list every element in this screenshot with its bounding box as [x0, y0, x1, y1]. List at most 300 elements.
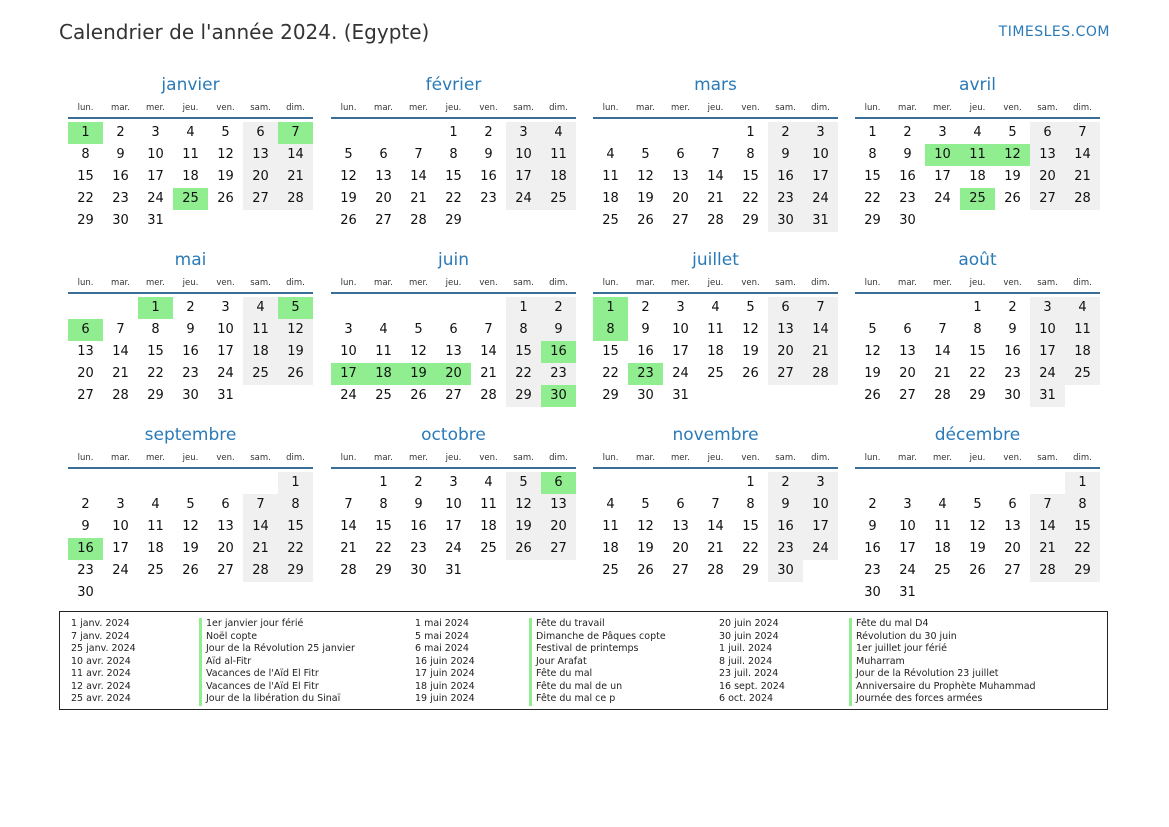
day-cell: 29 [278, 560, 313, 582]
day-cell: 26 [217, 191, 234, 206]
weekday-label: dim. [811, 278, 830, 288]
day-cell: 29 [1065, 560, 1100, 582]
holiday-day: 1 [68, 122, 103, 144]
day-cell: 11 [707, 322, 724, 337]
day-cell: 3 [938, 125, 947, 140]
holiday-day: 25 [173, 188, 208, 210]
empty-cell [628, 472, 663, 494]
day-cell: 17 [112, 541, 129, 556]
month-name: avril [959, 75, 996, 95]
legend-holiday-name: Anniversaire du Prophète Muhammad [849, 681, 1036, 694]
month-9 [68, 424, 313, 604]
legend-holiday-name: Fête du mal ce p [529, 693, 666, 706]
day-cell: 24 [1030, 363, 1065, 385]
day-cell: 13 [768, 319, 803, 341]
day-cell: 11 [243, 319, 278, 341]
day-cell: 20 [768, 341, 803, 363]
weekday-label: mer. [146, 278, 165, 288]
day-cell: 16 [112, 169, 129, 184]
weekday-label: ven. [741, 278, 760, 288]
weekday-header [68, 277, 313, 294]
day-cell: 25 [243, 363, 278, 385]
empty-cell [68, 472, 103, 494]
day-cell: 3 [344, 322, 353, 337]
empty-cell [663, 122, 698, 144]
legend-holiday-name: Fête du mal [529, 668, 666, 681]
day-cell: 8 [278, 494, 313, 516]
day-cell: 22 [506, 363, 541, 385]
day-cell: 24 [506, 188, 541, 210]
day-cell: 1 [449, 125, 458, 140]
day-cell: 16 [864, 541, 881, 556]
day-cell: 18 [541, 166, 576, 188]
day-cell: 1 [278, 472, 313, 494]
day-cell: 9 [903, 147, 912, 162]
weekday-label: jeu. [445, 453, 462, 463]
weekday-label: ven. [741, 453, 760, 463]
legend-date: 8 juil. 2024 [719, 655, 773, 667]
empty-cell [366, 297, 401, 319]
legend-holiday-name: 1er juillet jour férié [849, 643, 1036, 656]
legend-holiday-name: Dimanche de Pâques copte [529, 631, 666, 644]
day-cell: 4 [711, 300, 720, 315]
legend-holiday-name: Fête du mal D4 [849, 618, 1036, 631]
legend-names-3 [849, 618, 1036, 706]
day-cell: 2 [768, 472, 803, 494]
day-cell: 29 [742, 213, 759, 228]
day-cell: 25 [602, 563, 619, 578]
day-cell: 4 [243, 297, 278, 319]
day-cell: 1 [868, 125, 877, 140]
empty-cell [698, 472, 733, 494]
day-cell: 29 [375, 563, 392, 578]
day-cell: 20 [1004, 541, 1021, 556]
legend-dates-2 [415, 618, 475, 706]
day-cell: 15 [77, 169, 94, 184]
day-cell: 30 [182, 388, 199, 403]
weekday-label: mar. [111, 278, 130, 288]
weekday-label: sam. [250, 453, 271, 463]
weekday-label: dim. [549, 103, 568, 113]
weekday-header [331, 102, 576, 119]
legend-date: 25 avr. 2024 [71, 693, 131, 704]
day-cell: 26 [278, 363, 313, 385]
weekday-label: mar. [374, 453, 393, 463]
weekday-label: dim. [811, 453, 830, 463]
month-2 [331, 74, 576, 232]
day-cell: 14 [803, 319, 838, 341]
weekday-label: jeu. [707, 278, 724, 288]
day-cell: 26 [182, 563, 199, 578]
legend-date: 16 juin 2024 [415, 655, 475, 667]
legend-date: 16 sept. 2024 [719, 680, 785, 692]
day-cell: 3 [1030, 297, 1065, 319]
month-name: juin [438, 250, 469, 270]
day-cell: 11 [934, 519, 951, 534]
day-cell: 15 [969, 344, 986, 359]
day-cell: 15 [602, 344, 619, 359]
day-cell: 7 [414, 147, 423, 162]
day-cell: 28 [410, 213, 427, 228]
day-cell: 21 [707, 541, 724, 556]
day-cell: 25 [602, 213, 619, 228]
day-grid [331, 297, 576, 407]
day-cell: 14 [1030, 516, 1065, 538]
day-cell: 28 [803, 363, 838, 385]
day-cell: 20 [375, 191, 392, 206]
day-cell: 9 [641, 322, 650, 337]
weekday-label: dim. [286, 278, 305, 288]
weekday-label: mer. [671, 278, 690, 288]
day-cell: 24 [803, 188, 838, 210]
day-cell: 5 [221, 125, 230, 140]
day-cell: 25 [934, 563, 951, 578]
day-cell: 4 [484, 475, 493, 490]
day-cell: 30 [112, 213, 129, 228]
weekday-label: jeu. [445, 103, 462, 113]
legend-names-2 [529, 618, 666, 706]
day-cell: 22 [1065, 538, 1100, 560]
brand-link[interactable]: TIMESLES.COM [998, 24, 1110, 40]
day-cell: 18 [602, 191, 619, 206]
weekday-label: mar. [374, 278, 393, 288]
day-cell: 22 [864, 191, 881, 206]
legend-date: 5 mai 2024 [415, 630, 469, 642]
legend-holiday-name: Révolution du 30 juin [849, 631, 1036, 644]
weekday-label: dim. [549, 453, 568, 463]
day-cell: 24 [899, 563, 916, 578]
day-cell: 29 [742, 563, 759, 578]
weekday-label: dim. [549, 278, 568, 288]
day-cell: 29 [602, 388, 619, 403]
day-cell: 14 [480, 344, 497, 359]
day-cell: 13 [77, 344, 94, 359]
day-cell: 10 [1030, 319, 1065, 341]
day-grid [593, 297, 838, 407]
day-cell: 1 [506, 297, 541, 319]
month-name: octobre [421, 425, 486, 445]
weekday-label: ven. [216, 278, 235, 288]
day-cell: 8 [746, 497, 755, 512]
weekday-label: lun. [602, 453, 619, 463]
day-cell: 14 [1065, 144, 1100, 166]
weekday-label: ven. [479, 278, 498, 288]
empty-cell [103, 297, 138, 319]
day-cell: 11 [602, 519, 619, 534]
day-cell: 21 [480, 366, 497, 381]
day-cell: 13 [1030, 144, 1065, 166]
day-cell: 27 [77, 388, 94, 403]
day-cell: 3 [116, 497, 125, 512]
legend-holiday-name: Vacances de l'Aïd El Fitr [199, 681, 355, 694]
day-cell: 1 [746, 475, 755, 490]
day-cell: 25 [480, 541, 497, 556]
legend-holiday-name: Noël copte [199, 631, 355, 644]
weekday-label: sam. [775, 453, 796, 463]
weekday-label: ven. [479, 453, 498, 463]
day-cell: 27 [541, 538, 576, 560]
weekday-header [855, 102, 1100, 119]
day-cell: 22 [602, 366, 619, 381]
empty-cell [698, 122, 733, 144]
day-cell: 12 [182, 519, 199, 534]
day-cell: 9 [1008, 322, 1017, 337]
empty-cell [593, 472, 628, 494]
month-name: décembre [934, 425, 1021, 445]
day-cell: 7 [938, 322, 947, 337]
day-cell: 19 [969, 541, 986, 556]
legend-holiday-name: Vacances de l'Aïd El Fitr [199, 668, 355, 681]
day-cell: 17 [899, 541, 916, 556]
legend-date: 10 avr. 2024 [71, 655, 131, 667]
day-grid [68, 297, 313, 407]
month-name: janvier [161, 75, 220, 95]
day-cell: 2 [186, 300, 195, 315]
weekday-label: jeu. [707, 453, 724, 463]
day-cell: 14 [707, 169, 724, 184]
day-cell: 17 [1030, 341, 1065, 363]
day-cell: 26 [969, 563, 986, 578]
day-cell: 29 [445, 213, 462, 228]
weekday-label: lun. [77, 278, 94, 288]
day-cell: 10 [217, 322, 234, 337]
day-cell: 19 [506, 516, 541, 538]
holiday-day: 1 [138, 297, 173, 319]
day-cell: 8 [973, 322, 982, 337]
day-cell: 15 [445, 169, 462, 184]
weekday-label: mer. [671, 103, 690, 113]
weekday-label: mer. [409, 278, 428, 288]
legend-date: 1 janv. 2024 [71, 618, 130, 629]
day-cell: 12 [340, 169, 357, 184]
day-cell: 7 [116, 322, 125, 337]
day-cell: 6 [449, 322, 458, 337]
day-cell: 27 [672, 563, 689, 578]
day-cell: 26 [410, 388, 427, 403]
weekday-header [593, 277, 838, 294]
day-cell: 4 [379, 322, 388, 337]
day-cell: 6 [676, 497, 685, 512]
day-cell: 3 [803, 472, 838, 494]
day-cell: 2 [484, 125, 493, 140]
day-cell: 7 [484, 322, 493, 337]
day-cell: 13 [899, 344, 916, 359]
day-cell: 17 [672, 344, 689, 359]
day-cell: 13 [445, 344, 462, 359]
day-cell: 22 [742, 541, 759, 556]
day-cell: 28 [1065, 188, 1100, 210]
day-cell: 10 [147, 147, 164, 162]
day-cell: 11 [182, 147, 199, 162]
weekday-label: lun. [602, 278, 619, 288]
legend-holiday-name: Aïd al-Fitr [199, 656, 355, 669]
day-cell: 22 [147, 366, 164, 381]
month-1 [68, 74, 313, 232]
weekday-label: sam. [513, 453, 534, 463]
day-cell: 14 [243, 516, 278, 538]
day-cell: 15 [742, 519, 759, 534]
day-cell: 4 [606, 497, 615, 512]
day-cell: 6 [221, 497, 230, 512]
weekday-label: lun. [77, 103, 94, 113]
day-cell: 17 [803, 516, 838, 538]
day-cell: 21 [243, 538, 278, 560]
day-cell: 3 [903, 497, 912, 512]
day-cell: 15 [147, 344, 164, 359]
legend-dates-3 [719, 618, 785, 706]
day-cell: 9 [414, 497, 423, 512]
day-cell: 26 [340, 213, 357, 228]
day-cell: 18 [602, 541, 619, 556]
day-cell: 11 [375, 344, 392, 359]
day-cell: 27 [1030, 188, 1065, 210]
empty-cell [173, 472, 208, 494]
day-cell: 30 [1004, 388, 1021, 403]
day-cell: 24 [672, 366, 689, 381]
day-cell: 23 [768, 188, 803, 210]
day-cell: 12 [969, 519, 986, 534]
empty-cell [925, 472, 960, 494]
day-cell: 31 [672, 388, 689, 403]
day-cell: 3 [221, 300, 230, 315]
day-cell: 12 [637, 519, 654, 534]
weekday-label: lun. [602, 103, 619, 113]
day-cell: 11 [147, 519, 164, 534]
day-cell: 26 [864, 388, 881, 403]
day-cell: 14 [707, 519, 724, 534]
weekday-label: mar. [636, 278, 655, 288]
day-cell: 20 [672, 541, 689, 556]
weekday-label: dim. [286, 103, 305, 113]
day-cell: 8 [151, 322, 160, 337]
day-cell: 23 [899, 191, 916, 206]
day-cell: 21 [1065, 166, 1100, 188]
day-cell: 26 [506, 538, 541, 560]
legend-date: 17 juin 2024 [415, 668, 475, 679]
day-grid [331, 472, 576, 582]
day-cell: 10 [340, 344, 357, 359]
legend-holiday-name: Jour de la Révolution 25 janvier [199, 643, 355, 656]
day-cell: 27 [899, 388, 916, 403]
empty-cell [890, 472, 925, 494]
day-cell: 4 [541, 122, 576, 144]
holiday-day: 17 [331, 363, 366, 385]
day-cell: 18 [969, 169, 986, 184]
day-cell: 4 [606, 147, 615, 162]
weekday-label: lun. [864, 453, 881, 463]
day-cell: 30 [768, 560, 803, 582]
empty-cell [855, 297, 890, 319]
weekday-label: ven. [741, 103, 760, 113]
legend-date: 1 juil. 2024 [719, 643, 773, 654]
weekday-label: jeu. [969, 453, 986, 463]
day-cell: 8 [1065, 494, 1100, 516]
month-name: août [958, 250, 997, 270]
day-grid [855, 297, 1100, 407]
holiday-day: 8 [593, 319, 628, 341]
weekday-header [593, 102, 838, 119]
empty-cell [243, 472, 278, 494]
day-cell: 22 [278, 538, 313, 560]
day-cell: 18 [243, 341, 278, 363]
day-cell: 21 [934, 366, 951, 381]
day-cell: 27 [445, 388, 462, 403]
empty-cell [103, 472, 138, 494]
day-cell: 13 [243, 144, 278, 166]
day-cell: 22 [445, 191, 462, 206]
holiday-day: 6 [541, 472, 576, 494]
weekday-label: lun. [340, 453, 357, 463]
weekday-label: ven. [479, 103, 498, 113]
legend-date: 30 juin 2024 [719, 630, 779, 642]
holiday-day: 20 [436, 363, 471, 385]
day-cell: 2 [1008, 300, 1017, 315]
day-cell: 10 [112, 519, 129, 534]
weekday-header [855, 452, 1100, 469]
day-cell: 4 [186, 125, 195, 140]
day-cell: 24 [934, 191, 951, 206]
day-grid [68, 122, 313, 232]
legend-date: 19 juin 2024 [415, 693, 475, 704]
weekday-label: jeu. [445, 278, 462, 288]
weekday-label: jeu. [182, 103, 199, 113]
day-cell: 27 [672, 213, 689, 228]
day-cell: 20 [217, 541, 234, 556]
legend-holiday-name: 1er janvier jour férié [199, 618, 355, 631]
weekday-label: mar. [374, 103, 393, 113]
day-cell: 4 [151, 497, 160, 512]
day-cell: 27 [243, 188, 278, 210]
day-cell: 7 [1030, 494, 1065, 516]
weekday-label: lun. [864, 278, 881, 288]
day-cell: 6 [243, 122, 278, 144]
day-cell: 25 [147, 563, 164, 578]
day-cell: 27 [768, 363, 803, 385]
day-cell: 22 [969, 366, 986, 381]
day-cell: 11 [541, 144, 576, 166]
month-7 [593, 249, 838, 407]
day-cell: 10 [803, 144, 838, 166]
empty-cell [925, 297, 960, 319]
day-cell: 28 [707, 213, 724, 228]
month-11 [593, 424, 838, 582]
day-cell: 1 [379, 475, 388, 490]
day-cell: 8 [506, 319, 541, 341]
weekday-label: mar. [898, 453, 917, 463]
weekday-label: mer. [409, 103, 428, 113]
empty-cell [995, 472, 1030, 494]
day-cell: 5 [344, 147, 353, 162]
weekday-label: sam. [250, 103, 271, 113]
month-name: février [425, 75, 482, 95]
day-cell: 6 [903, 322, 912, 337]
day-cell: 13 [541, 494, 576, 516]
weekday-header [331, 452, 576, 469]
day-cell: 9 [116, 147, 125, 162]
weekday-header [68, 452, 313, 469]
weekday-label: dim. [1073, 103, 1092, 113]
day-cell: 29 [147, 388, 164, 403]
day-cell: 16 [768, 516, 803, 538]
day-cell: 16 [182, 344, 199, 359]
legend-holiday-name: Muharram [849, 656, 1036, 669]
day-cell: 28 [1030, 560, 1065, 582]
day-cell: 29 [506, 385, 541, 407]
day-cell: 22 [375, 541, 392, 556]
day-cell: 10 [672, 322, 689, 337]
day-cell: 24 [803, 538, 838, 560]
day-grid [593, 472, 838, 582]
